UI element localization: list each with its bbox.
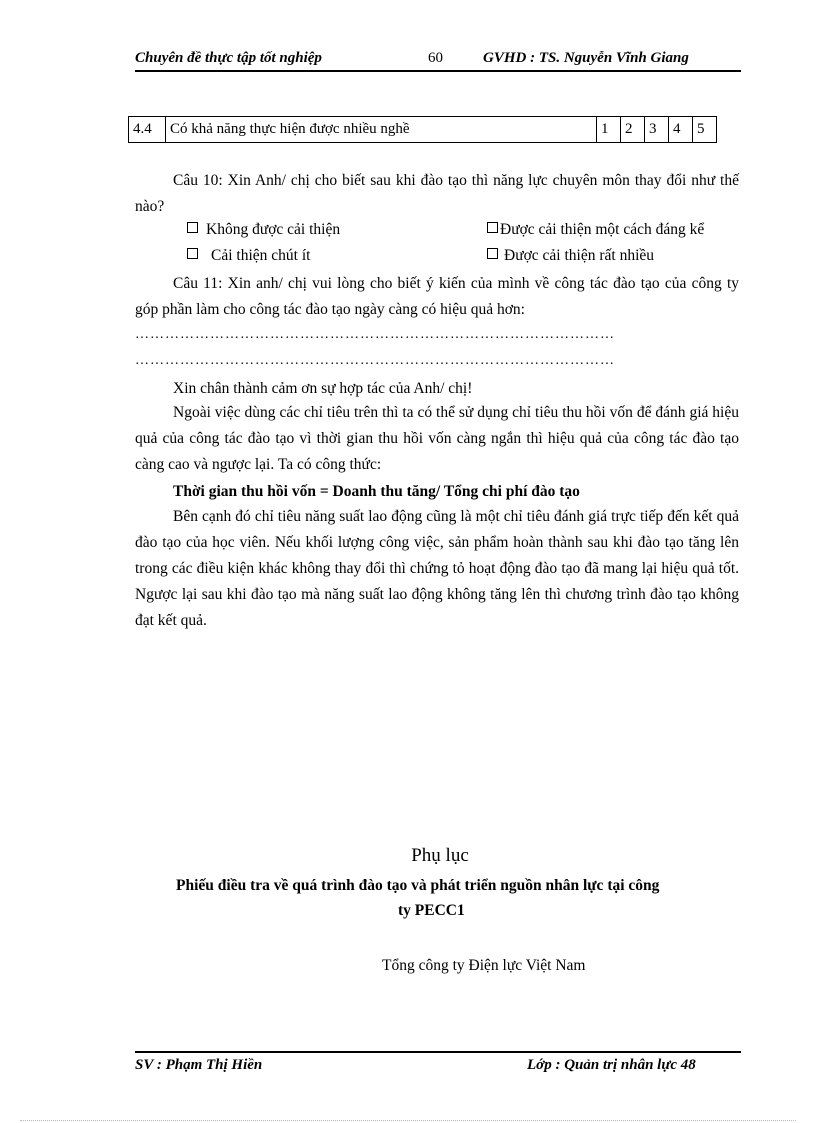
header-title: Chuyên đề thực tập tốt nghiệp bbox=[135, 50, 322, 66]
header-supervisor: GVHD : TS. Nguyễn Vĩnh Giang bbox=[483, 50, 689, 66]
checkbox-icon bbox=[187, 248, 198, 259]
page-number: 60 bbox=[428, 50, 443, 66]
option-not-improved[interactable] bbox=[187, 221, 340, 239]
checkbox-icon bbox=[187, 222, 198, 233]
paragraph-2: Bên cạnh đó chỉ tiêu năng suất lao động cũng là một chỉ tiêu đánh giá trực tiếp đến kết quả đào tạo của học viên. Nếu khối lượng công việc, sản phẩm hoàn thành sau khi đào tạo tăng lên trong các điều kiện khác không thay đổi thì chứng tỏ hoạt động đào tạo đã mang lại hiệu quả tốt. Ngược lại sau khi đào tạo mà năng suất lao động không tăng lên thì chương trình đào tạo không đạt kết quả. bbox=[135, 508, 739, 629]
footer-class: Lớp : Quản trị nhân lực 48 bbox=[527, 1057, 696, 1073]
footer-student: SV : Phạm Thị Hiền bbox=[135, 1057, 263, 1073]
score-table bbox=[128, 116, 717, 143]
row-text: Có khả năng thực hiện được nhiều nghề bbox=[166, 117, 597, 143]
question-10: Câu 10: Xin Anh/ chị cho biết sau khi đào tạo thì năng lực chuyên môn thay đổi như thế nào? bbox=[135, 172, 739, 215]
option-label: Không được cải thiện bbox=[206, 221, 341, 238]
option-label: Được cải thiện một cách đáng kể bbox=[500, 221, 705, 238]
option-label: Cải thiện chút ít bbox=[211, 247, 311, 264]
appendix-organization: Tổng công ty Điện lực Việt Nam bbox=[382, 957, 586, 974]
option-slightly-improved[interactable] bbox=[187, 247, 310, 265]
option-label: Được cải thiện rất nhiều bbox=[504, 247, 655, 264]
checkbox-icon bbox=[487, 222, 498, 233]
page-edge bbox=[20, 1120, 796, 1121]
score-cell: 5 bbox=[693, 117, 717, 143]
row-index: 4.4 bbox=[129, 117, 166, 143]
footer-rule bbox=[135, 1051, 741, 1053]
header-rule bbox=[135, 70, 741, 72]
paragraph-1: Ngoài việc dùng các chỉ tiêu trên thì ta có thể sử dụng chỉ tiêu thu hồi vốn để đánh giá hiệu quả của công tác đào tạo vì thời gian thu hồi vốn càng ngắn thì hiệu quả của công tác đào tạo càng cao và ngược lại. Ta có công thức: bbox=[135, 404, 739, 473]
answer-line-1[interactable]: …………………………………………………………………………………… bbox=[135, 327, 615, 342]
option-significantly-improved[interactable] bbox=[487, 221, 704, 239]
score-cell: 1 bbox=[597, 117, 621, 143]
formula: Thời gian thu hồi vốn = Doanh thu tăng/ Tổng chi phí đào tạo bbox=[173, 483, 580, 500]
appendix-subtitle-line2: ty PECC1 bbox=[398, 902, 465, 919]
appendix-subtitle-line1: Phiếu điều tra về quá trình đào tạo và phát triển nguồn nhân lực tại công bbox=[176, 877, 660, 894]
appendix-title: Phụ lục bbox=[411, 845, 469, 866]
table-row bbox=[129, 117, 717, 143]
option-greatly-improved[interactable] bbox=[487, 247, 654, 265]
score-cell: 3 bbox=[645, 117, 669, 143]
score-cell: 4 bbox=[669, 117, 693, 143]
question-11: Câu 11: Xin anh/ chị vui lòng cho biết ý kiến của mình về công tác đào tạo của công ty góp phần làm cho công tác đào tạo ngày càng có hiệu quả hơn: bbox=[135, 275, 739, 318]
score-cell: 2 bbox=[621, 117, 645, 143]
checkbox-icon bbox=[487, 248, 498, 259]
thanks-text: Xin chân thành cảm ơn sự hợp tác của Anh/ chị! bbox=[173, 380, 473, 397]
answer-line-2[interactable]: …………………………………………………………………………………… bbox=[135, 353, 615, 368]
